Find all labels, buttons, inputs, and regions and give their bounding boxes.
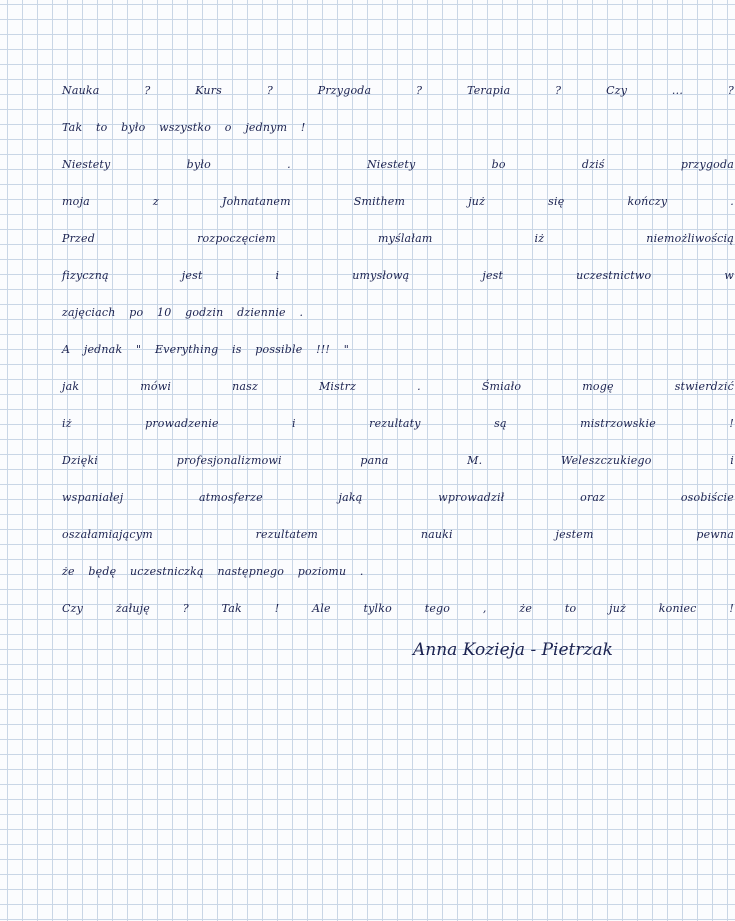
letter-line: moja z Johnatanem Smithem już się kończy .	[62, 195, 734, 208]
letter-line: A jednak " Everything is possible !!! "	[62, 343, 349, 356]
letter-line: Nauka ? Kurs ? Przygoda ? Terapia ? Czy ... ?	[62, 84, 734, 97]
letter-line: oszałamiającym rezultatem nauki jestem pewna	[62, 528, 734, 541]
letter-line: że będę uczestniczką następnego poziomu .	[62, 565, 364, 578]
letter-line: Niestety było . Niestety bo dziś przygoda	[62, 158, 734, 171]
letter-line: jak mówi nasz Mistrz . Śmiało mogę stwierdzić	[62, 380, 734, 393]
letter-line: Czy żałuję ? Tak ! Ale tylko tego , że to już koniec !	[62, 602, 734, 615]
letter-line: Dzięki profesjonalizmowi pana M. Weleszczukiego i	[62, 454, 734, 467]
letter-line: fizyczną jest i umysłową jest uczestnictwo w	[62, 269, 734, 282]
letter-line: Tak to było wszystko o jednym !	[62, 121, 306, 134]
letter-line: iż prowadzenie i rezultaty są mistrzowskie !	[62, 417, 734, 430]
letter-line: wspaniałej atmosferze jaką wprowadził oraz osobiście	[62, 491, 734, 504]
signature: Anna Kozieja - Pietrzak	[413, 640, 613, 660]
letter-line: zajęciach po 10 godzin dziennie .	[62, 306, 304, 319]
letter-line: Przed rozpoczęciem myślałam iż niemożliwością	[62, 232, 734, 245]
handwritten-letter-body	[62, 72, 734, 627]
